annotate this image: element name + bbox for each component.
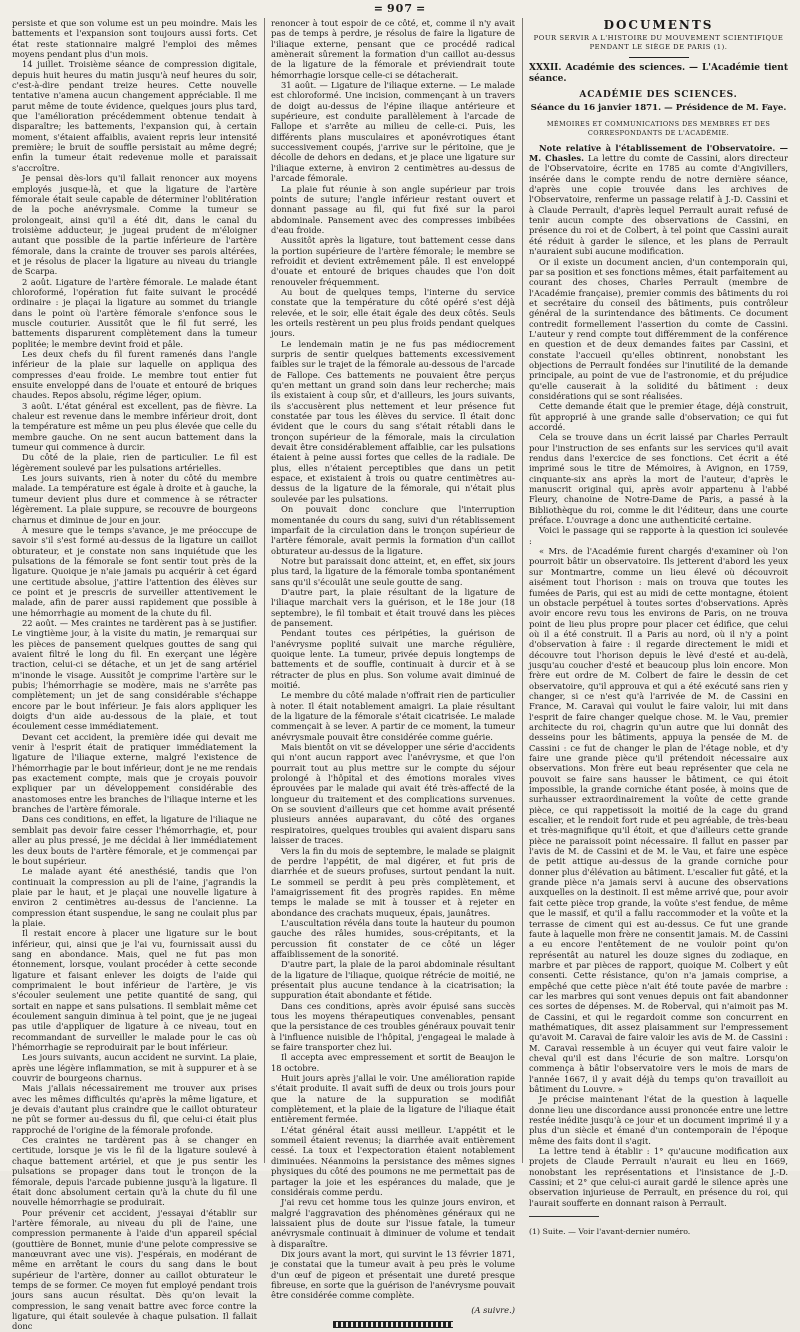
memoires-heading: MÉMOIRES ET COMMUNICATIONS DES MEMBRES ET DES CORRESPONDANTS DE L'ACADÉMIE. <box>546 119 771 137</box>
paragraph: Les jours suivants, rien à noter du côté du membre malade. La température est égale à droite et à gauche, la tumeur devient plus dure et commence à se rétracter légèrement. La plaie suppure, se recouvre de bourgeons charnus et diminue de jour en jour. <box>12 473 257 525</box>
paragraph: Or il existe un document ancien, d'un contemporain qui, par sa position et ses fonctions mêmes, était parfaitement au courant des choses, Charles Perrault (membre de l'Académie française), premier commis des bâtiments du roi et secrétaire du conseil des bâtiments, puis contrôleur général de la surintendance des bâtiments. Ce document contredit formellement l'assertion du comte de Cassini. L'auteur y rend compte tout différemment de la conférence en question et de deux demandes faites par Cassini, et constate l'accueil qu'elles obtinrent, nonobstant les objections de Perrault fondées sur l'inutilité de la demande principale, au point de vue de l'astronomie, et du préjudice qu'elle causerait à la solidité du bâtiment : deux considérations qui se sont réalisées. <box>529 256 788 401</box>
paragraph: L'état général était aussi meilleur. L'appétit et le sommeil étaient revenus; la diarrhée avait entièrement cessé. La toux et l'expectoration étaient notablement diminuées. Néanmoins la persistance des mêmes signes physiques du côté des poumons ne me permettait pas de partager la joie et les espérances du malade, que je considérais comme perdu. <box>271 1124 515 1197</box>
paragraph: Le lendemain matin je ne fus pas médiocrement surpris de sentir quelques battements excessivement faibles sur le trajet de la fémorale au-dessous de l'arcade de Fallope. Ces battements ne pouvaient être perçus qu'en mettant un grand soin dans leur recherche; mais ils existaient à coup sûr, et d'ailleurs, les jours suivants, ils s'accusèrent plus nettement et leur présence fut constatée par tous les élèves du service. Il était donc évident que le cours du sang s'était rétabli dans le tronçon supérieur de la fémorale, mais la circulation devait être considérablement affaiblie, car les pulsations étaient à peine aussi fortes que celles de la radiale. De plus, elles n'étaient perceptibles que dans un petit espace, et existaient à trois ou quatre centimètres au-dessus de la ligature de la fémorale, qui n'était plus soulevée par les pulsations. <box>271 338 515 504</box>
paragraph: Aussitôt après la ligature, tout battement cesse dans la portion supérieure de l'artère fémorale; le membre se refroidit et devient extrêmement pâle. Il est enveloppé d'ouate et entouré de briques chaudes que l'on doit renouveler fréquemment. <box>271 235 515 287</box>
paragraph: Notre but paraissait donc atteint, et, en effet, six jours plus tard, la ligature de la fémorale tomba spontanément sans qu'il s'écoulât une seule goutte de sang. <box>271 555 515 587</box>
paragraph: Le membre du côté malade n'offrait rien de particulier à noter. Il était notablement amaigri. La plaie résultant de la ligature de la fémorale s'était cicatrisée. Le malade commençait à se lever. A partir de ce moment, la tumeur anévrysmale pouvait être considérée comme guérie. <box>271 690 515 742</box>
paragraph: Dans ces conditions, en effet, la ligature de l'iliaque ne semblait pas devoir faire cesser l'hémorrhagie, et, pour aller au plus pressé, je me décidai à lier immédiatement les deux bouts de l'artère fémorale, et je commençai par le bout supérieur. <box>12 814 257 866</box>
paragraph: La plaie fut réunie à son angle supérieur par trois points de suture; l'angle inférieur restant ouvert et donnant passage au fil, qui fut fixé sur la paroi abdominale. Pansement avec des compresses imbibées d'eau froide. <box>271 183 515 235</box>
paragraph: 31 août. — Ligature de l'iliaque externe. — Le malade est chloroformé. Une incision, commençant à un travers de doigt au-dessus de l'épine iliaque antérieure et supérieure, est conduite parallèlement à l'arcade de Fallope et s'arrête au milieu de celle-ci. Puis, les différents plans musculaires et aponévrotiques étant successivement coupés, j'arrive sur le péritoine, que je décolle de dehors en dedans, et je place une ligature sur l'iliaque externe, à environ 2 centimètres au-dessus de l'arcade fémorale. <box>271 80 515 184</box>
paragraph: Dans ces conditions, après avoir épuisé sans succès tous les moyens thérapeutiques convenables, pensant que la persistance de ces troubles généraux pouvait tenir à l'influence nuisible de l'hôpital, j'engageai le malade à se faire transporter chez lui. <box>271 1000 515 1053</box>
paragraph: À mesure que le temps s'avance, je me préoccupe de savoir s'il s'est formé au-dessus de la ligature un caillot obturateur, et je constate non sans inquiétude que les pulsations de la fémorale se font sentir tout près de la ligature. Quoique je n'aie jamais pu acquérir à cet égard une certitude absolue, j'attire l'attention des élèves sur ce point et je prescris de surveiller attentivement le malade, afin de parer aussi rapidement que possible à une hémorrhagie au moment de la chute du fil. <box>12 524 257 618</box>
paragraph: Vers la fin du mois de septembre, le malade se plaignit de perdre l'appétit, de mal digérer, et fut pris de diarrhée et de sueurs profuses, surtout pendant la nuit. Le sommeil se perdit à peu près complètement, et l'amaigrissement fit des progrès rapides. En même temps le malade se mit à tousser et à rejeter en abondance des crachats muqueux, épais, jaunâtres. <box>271 845 515 918</box>
article-heading <box>529 63 788 84</box>
paragraph: On pouvait donc conclure que l'interruption momentanée du cours du sang, suivi d'un rétablissement imparfait de la circulation dans le tronçon supérieur de l'artère fémorale, avait permis la formation d'un caillot obturateur au-dessus de la ligature. <box>271 504 515 556</box>
paragraph: La lettre tend à établir : 1° qu'aucune modification aux projets de Claude Perrault n'aurait eu lieu en 1669, nonobstant les représentations et l'insistance de J.-D. Cassini; et 2° que celui-ci aurait gardé le silence après une observation injurieuse de Perrault, en présence du roi, qui l'aurait soufferte en donnant raison à Perrault. <box>529 1146 788 1208</box>
paragraph: D'autre part, la plaie résultant de la ligature de l'iliaque marchait vers la guérison, et le 18e jour (18 septembre), le fil tombait et était trouvé dans les pièces de pansement. <box>271 586 515 628</box>
paragraph: Mais bientôt on vit se développer une série d'accidents qui n'ont aucun rapport avec l'anévrysme, et que l'on pourrait tout au plus mettre sur le compte du séjour prolongé à l'hôpital et des émotions morales vives éprouvées par le malade qui avait été très-affecté de la longueur du traitement et des complications survenues. On se souvient d'ailleurs que cet homme avait présenté plusieurs années auparavant, du côté des organes respiratoires, quelques troubles qui avaient disparu sans laisser de traces. <box>271 742 515 846</box>
paragraph: Ces craintes ne tardèrent pas à se changer en certitude, lorsque je vis le fil de la ligature soulevé à chaque battement artériel, et que je pus sentir les pulsations se propager dans tout le tronçon de la fémorale, depuis l'arcade pubienne jusqu'à la ligature. Il était donc absolument certain qu'à la chute du fil une nouvelle hémorrhagie se produirait. <box>12 1135 257 1208</box>
paragraph: Cette demande était que le premier étage, déjà construit, fût approprié à une grande salle d'observation; ce qui fut accordé. <box>529 401 788 432</box>
paragraph: 3 août. L'état général est excellent, pas de fièvre. La chaleur est revenue dans le membre inférieur droit, dont la température est même un peu plus élevée que celle du membre gauche. On ne sent aucun battement dans la tumeur qui commence à durcir. <box>12 400 257 453</box>
paragraph: « Mrs. de l'Académie furent chargés d'examiner où l'on pourroit bâtir un observatoire. Ils jetterent d'abord les yeux sur Montmartre, comme un lieu élevé où découvroit aisément tout l'horison : mais on trouva que toutes les fumées de Paris, qui est au midi de cette montagne, étoient un obstacle perpétuel à toutes sortes d'observations. Après avoir encore revu tous les environs de Paris, on ne trouva point de lieu plus propre pour placer cet édifice, que celui où il a été construit. Il a Paris au nord, où il n'y a point d'observation à faire : il regarde directement le midi et découvre tout l'horison depuis le lèvé d'esté et au-delà, jusqu'au coucher d'esté et beaucoup plus loin encore. Mon frère eut ordre de M. Colbert de faire le dessin de cet observatoire, qu'il approuva et qui a été exécuté sans rien y changer, si ce n'est qu'à l'arrivée de M. de Cassini en France, M. Caravaì qui voulut le faire valoir, lui mit dans l'esprit de faire changer quelque chose. M. le Vau, premier architecte du roi, chagrin qu'un autre que lui donnât des desseins pour les bâtiments, appuya la pensée de M. de Cassini : ce fut de changer le plan de l'étage noble, et d'y faire une grande pièce qu'il prétendoit nécessaire aux observations. Mon frère eut beau représenter que cela ne pouvoit se faire sans hausser le bâtiment, ce qui étoit impossible, la grande corniche étant posée, à moins que de surhausser extraordinairement la voûte de cette grande pièce, ce qui rappetissoit la moitié de la cage du grand escalier, et le rendoit fort rude et peu agréable, de très-beau et très-magnifique qu'il étoit, et que d'ailleurs cette grande pièce ne paraissoit point nécessaire. Il fallut en passer par l'avis de M. de Cassini et de M. le Vau, et faire une espèce de petit attique au-dessus de la grande corniche pour donner plus d'élévation au bâtiment. L'escalier fut gâté, et la grande pièce n'a jamais servi à aucune des observations auxquelles on la destinoit. Il est même arrivé que, pour avoir fait cette pièce trop grande, la voûte s'est fendue, de même que le massif, et qu'il a fallu raccommoder et la voûte et la terrasse de ciment qui est au-dessus. Ce fut une grande faute à laquelle mon frère ne consentit jamais. M. de Cassini a eu encore l'entêtement de ne vouloir point qu'on représentât au naturel les douze signes du zodiaque, en marbre et par pièces de rapport, quoique M. Colbert y eût consenti. Cette résistance, qu'on n'a jamais comprise, a empêché que cette pièce n'ait été toute pavée de marbre : car les marbres qui sont venues depuis ont fait abandonner ces sortes de dépenses. M. de Roberval, qui n'aimoit pas M. de Cassini, et qui le regardoit comme son concurrent en mathématiques, dit assez plaisamment sur l'empressement qu'avoit M. Caravaì de faire valoir les avis de M. de Cassini : M. Caravaì ressemble à un écuyer qui veut faire valoir le cheval qu'il est dans l'écurie de son maître. Lorsqu'on commença à bâtir l'observatoire vers le mois de mars de l'année 1667, il y avait déjà du temps qu'on travailloit au bâtiment du Louvre. » <box>529 546 788 1094</box>
paragraph: renoncer à tout espoir de ce côté, et, comme il n'y avait pas de temps à perdre, je résolus de faire la ligature de l'iliaque externe, pensant que ce procédé radical amènerait sûrement la formation d'un caillot au-dessus de la ligature de la fémorale et préviendrait toute hémorrhagie lorsque celle-ci se détacherait. <box>271 18 515 80</box>
paragraph: D'autre part, la plaie de la paroi abdominale résultant de la ligature de l'iliaque, quoique rétrécie de moitié, ne présentait plus aucune tendance à la cicatrisation; la suppuration était abondante et fétide. <box>271 959 515 1001</box>
academy-heading: ACADÉMIE DES SCIENCES. <box>579 90 738 101</box>
paragraph: 22 août. — Mes craintes ne tardèrent pas à se justifier. Le vingtième jour, à la visite du matin, je remarquai sur les pièces de pansement quelques gouttes de sang qui avaient filtré le long du fil. En exerçant une légère traction, celui-ci se détache, et un jet de sang artériel m'inonde le visage. Aussitôt je comprime l'artère sur le pubis; l'hémorrhagie se modère, mais ne s'arrête pas complètement; un jet de sang considérable s'échappe encore par le bout inférieur. Je fais alors appliquer les doigts d'un aide au-dessous de la plaie, et tout écoulement cesse immédiatement. <box>12 617 257 732</box>
paragraph <box>529 143 788 257</box>
column-divider <box>264 18 265 1163</box>
paragraph: Il accepta avec empressement et sortit de Beaujon le 18 octobre. <box>271 1052 515 1073</box>
paragraph: Du côté de la plaie, rien de particulier. Le fil est légèrement soulevé par les pulsations artérielles. <box>12 452 257 473</box>
column-middle <box>271 18 515 1315</box>
page-number: = 907 = <box>0 2 800 15</box>
footnote-divider <box>529 1216 599 1217</box>
paragraph: Les jours suivants, aucun accident ne survint. La plaie, après une légère inflammation, se mit à suppurer et à se couvrir de bourgeons charnus. <box>12 1052 257 1084</box>
paragraph: Mais j'allais nécessairement me trouver aux prises avec les mêmes difficultés qu'après la même ligature, et je devais d'autant plus craindre que le caillot obturateur ne pût se former au-dessus du fil, que celui-ci était plus rapproché de l'origine de la fémorale profonde. <box>12 1083 257 1135</box>
column-right <box>529 18 789 1237</box>
paragraph: 2 août. Ligature de l'artère fémorale. Le malade étant chloroformé, l'opération fut faite suivant le procédé ordinaire : je plaçai la ligature au sommet du triangle dans le point où l'artère fémorale s'enfonce sous le muscle couturier. Aussitôt que le fil fut serré, les battements disparurent complètement dans la tumeur poplitée; le membre devint froid et pâle. <box>12 276 257 349</box>
column-left <box>12 18 257 1332</box>
paragraph: Pour prévenir cet accident, j'essayai d'établir sur l'artère fémorale, au niveau du pli de l'aine, une compression permanente à l'aide d'un appareil spécial (gouttière de Bonnet, munie d'une pelote compressive se manœuvrant avec une vis). J'espérais, en modérant de même en arrêtant le cours du sang dans le bout supérieur de l'artère, donner au caillot obturateur le temps de se former. Ce moyen fut employé pendant trois jours sans aucun résultat. Dès qu'on levait la compression, le sang venait battre avec force contre la ligature, qui était soulevée à chaque pulsation. Il fallait donc <box>12 1207 257 1332</box>
column-right-body <box>529 143 788 1208</box>
footnote: (1) Suite. — Voir l'avant-dernier numéro. <box>529 1227 691 1237</box>
divider <box>629 57 689 58</box>
session-heading: Séance du 16 janvier 1871. — Présidence de M. Faye. <box>530 103 787 114</box>
paragraph: 14 juillet. Troisième séance de compression digitale, depuis huit heures du matin jusqu'à neuf heures du soir, c'est-à-dire pendant treize heures. Cette nouvelle tentative n'amena aucun changement appréciable. Il me parut même de toute évidence, quelques jours plus tard, que l'amélioration précédemment obtenue tendait à disparaître; les battements, l'expansion qui, à certain moment, s'étaient affaiblis, avaient repris leur intensité première; le bruit de souffle persistait au même degré; enfin la tumeur était redevenue molle et paraissait s'accroître. <box>12 59 257 173</box>
paragraph: Cela se trouve dans un écrit laissé par Charles Perrault pour l'instruction de ses enfants sur les services qu'il avait rendus dans l'exercice de ses fonctions. Cet écrit a été imprimé sous le titre de Mémoires, à Avignon, en 1759, cinquante-six ans après la mort de l'auteur, d'après le manuscrit original qui, après avoir appartenu à l'abbé Fleury, chanoine de Notre-Dame de Paris, a passé à la Bibliothèque du roi, comme le dit l'éditeur, dans une courte préface. L'ouvrage a donc une authenticité certaine. <box>529 432 788 526</box>
note-title: Note relative à l'établissement de l'Observatoire. — M. Chasles. <box>529 142 788 164</box>
paragraph: Huit jours après j'allai le voir. Une amélioration rapide s'était produite. Il avait suffi de deux ou trois jours pour que la nature de la suppuration se modifiât complètement, et la plaie de la ligature de l'iliaque était entièrement fermée. <box>271 1073 515 1125</box>
paragraph-text: La lettre du comte de Cassini, alors directeur de l'Observatoire, écrite en 1785 au comte d'Angivillers, insérée dans le compte rendu de notre dernière séance, d'après une copie trouvée dans les archives de l'Observatoire, renferme un passage relatif à J.-D. Cassini et à Claude Perrault, d'après lequel Perrault aurait refusé de tenir aucun compte des observations de Cassini, en présence du roi et de Colbert, à tel point que Cassini aurait été réduit à garder le silence, et les plans de Perrault n'auraient subi aucune modification. <box>529 153 789 257</box>
paragraph: L'auscultation révéla dans toute la hauteur du poumon gauche des râles humides, sous-crépitants, et la percussion fit constater de ce côté un léger affaiblissement de la sonorité. <box>271 917 515 959</box>
paragraph: Je précise maintenant l'état de la question à laquelle donne lieu une discordance aussi prononcée entre une lettre restée inédite jusqu'à ce jour et un document imprimé il y a plus d'un siècle et émané d'un contemporain de l'époque même des faits dont il s'agit. <box>529 1094 788 1146</box>
ornamental-separator <box>333 1321 453 1328</box>
section-heading: DOCUMENTS <box>603 18 714 32</box>
section-subheading: POUR SERVIR A L'HISTOIRE DU MOUVEMENT SCIENTIFIQUE PENDANT LE SIÈGE DE PARIS (1). <box>533 34 784 52</box>
paragraph: Les deux chefs du fil furent ramenés dans l'angle inférieur de la plaie sur laquelle on appliqua des compresses d'eau froide. Le membre tout entier fut ensuite enveloppé dans de l'ouate et entouré de briques chaudes. Repos absolu, régime léger, opium. <box>12 349 257 401</box>
article-title: Académie des sciences. — L'Académie tient séance. <box>529 63 788 84</box>
to-be-continued: (A suivre.) <box>471 1304 515 1315</box>
paragraph: Dix jours avant la mort, qui survint le 13 février 1871, je constatai que la tumeur avait à peu près le volume d'un œuf de pigeon et présentait une dureté presque fibreuse, en sorte que la guérison de l'anévrysme pouvait être considérée comme complète. <box>271 1248 515 1301</box>
paragraph: J'ai revu cet homme tous les quinze jours environ, et malgré l'aggravation des phénomènes généraux qui ne laissaient plus de doute sur l'issue fatale, la tumeur anévrysmale continuait à diminuer de volume et tendait à disparaître. <box>271 1197 515 1249</box>
article-number: XXXII. <box>529 63 562 74</box>
paragraph: persiste et que son volume est un peu moindre. Mais les battements et l'expansion sont toujours aussi forts. Cet état reste stationnaire malgré l'emploi des mêmes moyens pendant plus d'un mois. <box>12 18 257 60</box>
paragraph: Je pensai dès-lors qu'il fallait renoncer aux moyens employés jusque-là, et que la ligature de l'artère fémorale était seule capable de déterminer l'oblitération de la poche anévrysmale. Comme la tumeur se prolongeait, ainsi qu'il a été dit, dans le canal du troisième adducteur, je jugeai prudent de m'éloigner autant que possible de la partie inférieure de l'artère fémorale, dans la crainte de trouver ses parois altérées, et je résolus de placer la ligature au niveau du triangle de Scarpa. <box>12 173 257 277</box>
paragraph: Pendant toutes ces péripéties, la guérison de l'anévrysme poplité suivait une marche régulière, quoique lente. La tumeur, privée depuis longtemps de battements et de souffle, continuait à durcir et à se rétracter de plus en plus. Son volume avait diminué de moitié. <box>271 628 515 690</box>
column-middle-body <box>271 18 515 1301</box>
paragraph: Au bout de quelques temps, l'interne du service constate que la température du côté opéré s'est déjà relevée, et le soir, elle était égale des deux côtés. Seuls les orteils restèrent un peu plus froids pendant quelques jours. <box>271 286 515 339</box>
paragraph: Il restait encore à placer une ligature sur le bout inférieur, qui, ainsi que je l'ai vu, fournissait aussi du sang en abondance. Mais, quel ne fut pas mon étonnement, lorsque, voulant procéder à cette seconde ligature et faisant enlever les doigts de l'aide qui comprimaient le bout inférieur de l'artère, je vis s'écouler seulement une petite quantité de sang, qui sortait en nappe et sans pulsations. Il semblait même cet écoulement sanguin diminua à tel point, que je ne jugeai pas utile d'appliquer de ligature à ce niveau, tout en recommandant de surveiller le malade pour le cas où l'hémorrhagie se reproduirait par le bout inférieur. <box>12 928 257 1053</box>
paragraph: Le malade ayant été anesthésié, tandis que l'on continuait la compression au pli de l'aine, j'agrandis la plaie par le haut, et je plaçai une nouvelle ligature à environ 2 centimètres au-dessus de l'ancienne. La compression étant suspendue, le sang ne coulait plus par la plaie. <box>12 866 257 928</box>
paragraph: Voici le passage qui se rapporte à la question ici soulevée : <box>529 525 788 546</box>
paragraph: Devant cet accident, la première idée qui devait me venir à l'esprit était de pratiquer immédiatement la ligature de l'iliaque externe, malgré l'existence de l'hémorrhagie par le bout inférieur, dont je ne me rendais pas exactement compte, mais que je croyais pouvoir expliquer par un développement considérable des anastomoses entre les branches de l'iliaque interne et les branches de l'artère fémorale. <box>12 731 257 815</box>
column-divider <box>522 18 523 1163</box>
